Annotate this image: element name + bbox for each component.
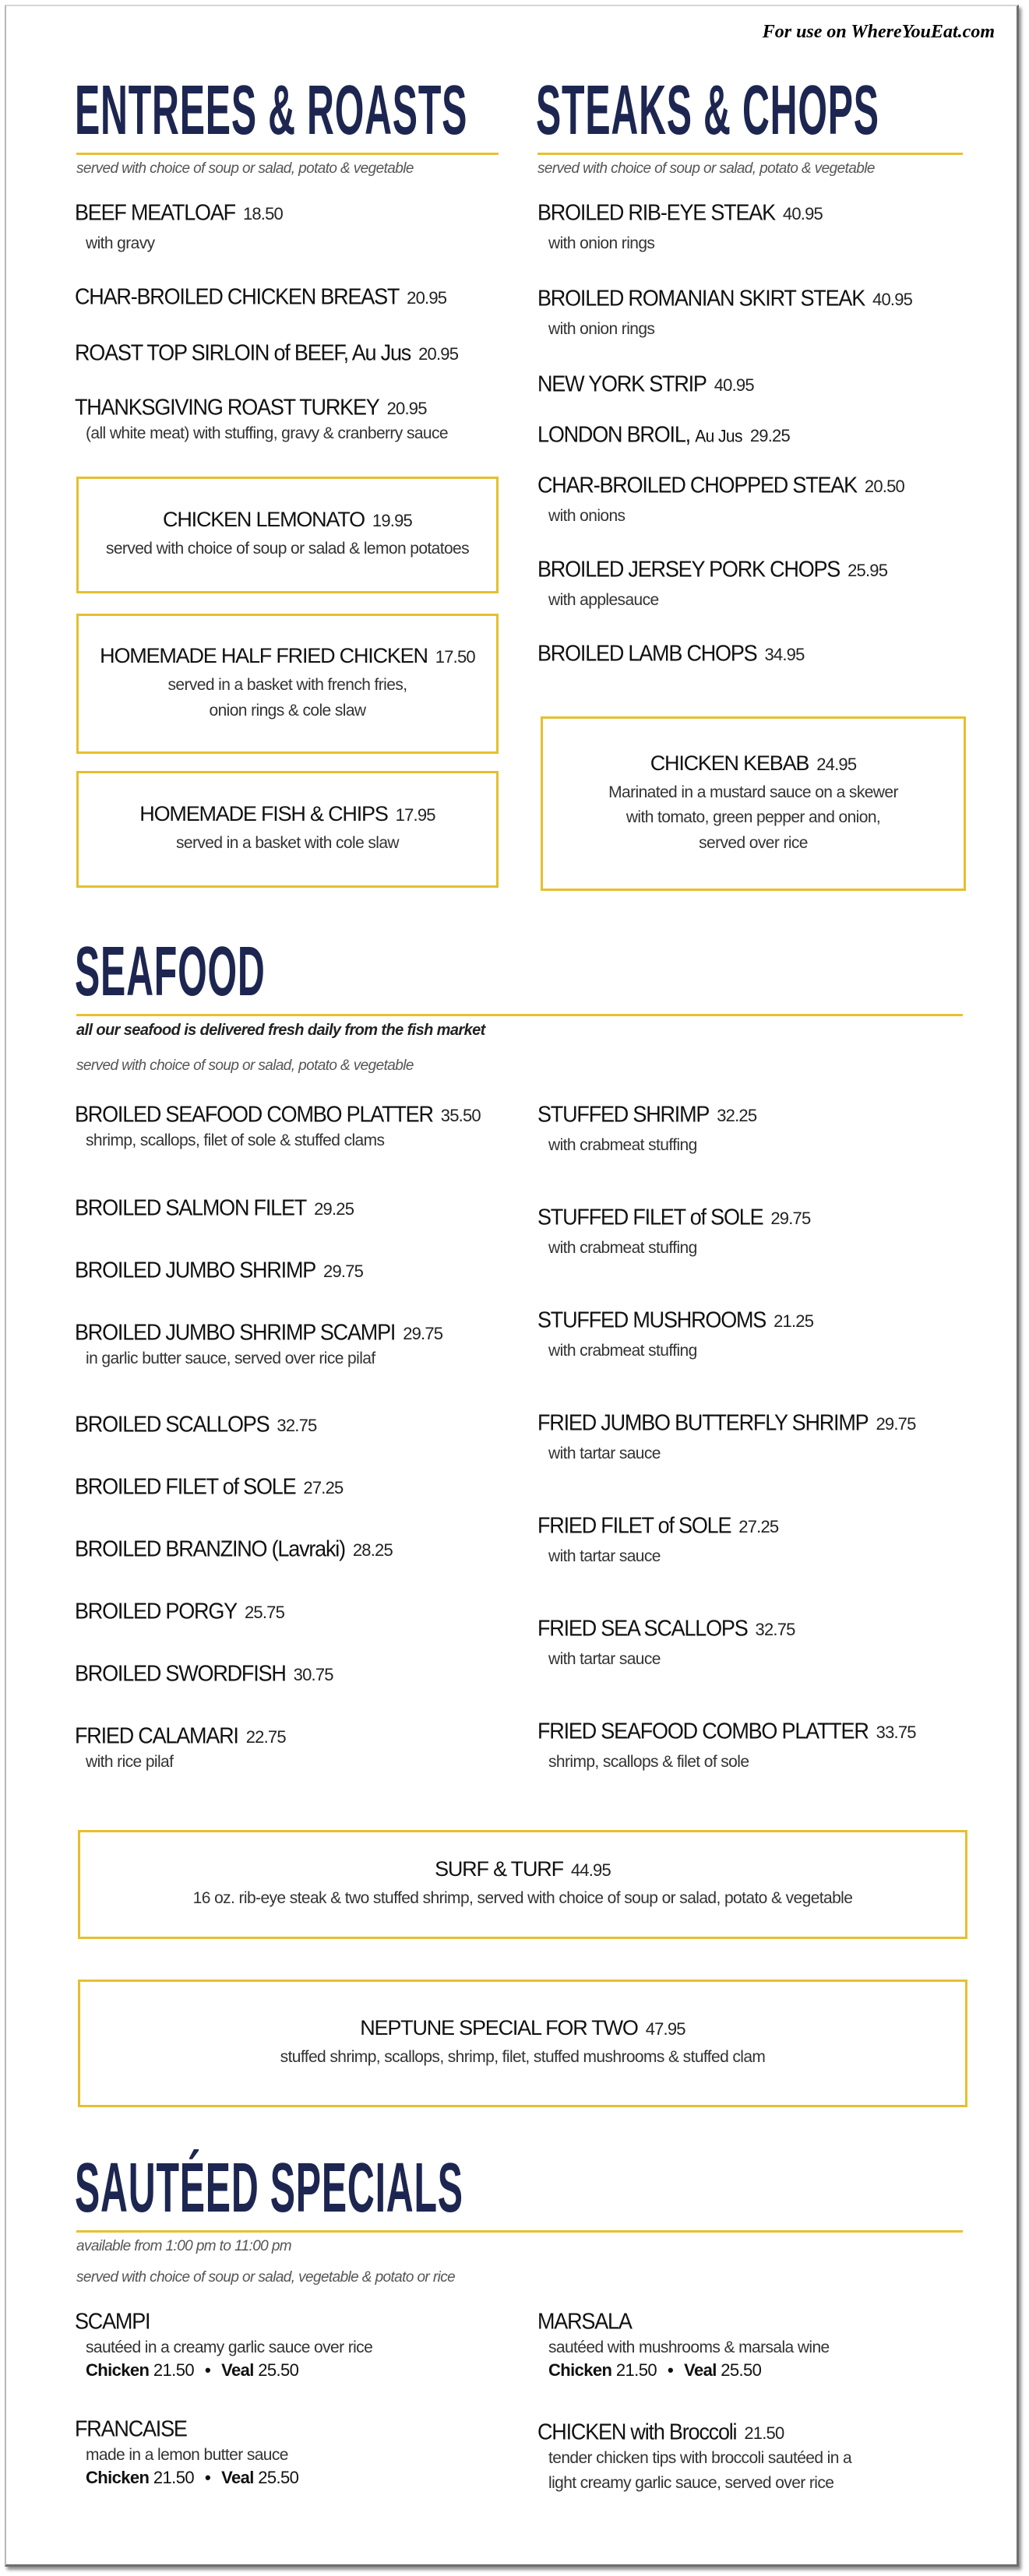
section-tagline: all our seafood is delivered fresh daily from the fish market xyxy=(76,1022,485,1039)
menu-item: NEW YORK STRIP 40.95 xyxy=(537,371,754,396)
menu-item: STUFFED MUSHROOMS 21.25 with crabmeat stuffing xyxy=(537,1307,814,1360)
menu-item: CHICKEN with Broccoli 21.50 tender chicken tips with broccoli sautéed in a light creamy garlic sauce, served over rice xyxy=(537,2419,852,2492)
menu-item: BROILED FILET of SOLE 27.25 xyxy=(75,1474,344,1499)
menu-item: STUFFED SHRIMP 32.25 with crabmeat stuffing xyxy=(537,1102,757,1154)
menu-item: BROILED RIB-EYE STEAK 40.95 with onion rings xyxy=(537,200,823,252)
menu-item: FRIED CALAMARI 22.75 with rice pilaf xyxy=(75,1723,286,1771)
menu-item: ROAST TOP SIRLOIN of BEEF, Au Jus 20.95 xyxy=(75,340,459,365)
menu-item: BEEF MEATLOAF 18.50 with gravy xyxy=(75,200,283,252)
menu-item: BROILED ROMANIAN SKIRT STEAK 40.95 with onion rings xyxy=(537,286,913,338)
menu-item: BROILED JUMBO SHRIMP 29.75 xyxy=(75,1258,364,1283)
menu-item: BROILED SWORDFISH 30.75 xyxy=(75,1661,333,1686)
menu-item: BROILED BRANZINO (Lavraki) 28.25 xyxy=(75,1536,393,1561)
featured-item-box: CHICKEN KEBAB 24.95 Marinated in a mustard sauce on a skewer with tomato, green pepper and onion, served over rice xyxy=(541,716,966,891)
menu-page xyxy=(5,5,1019,2567)
menu-item: STUFFED FILET of SOLE 29.75 with crabmeat stuffing xyxy=(537,1205,811,1257)
menu-item: BROILED SALMON FILET 29.25 xyxy=(75,1195,354,1220)
featured-item-box: HOMEMADE FISH & CHIPS 17.95 served in a basket with cole slaw xyxy=(76,771,499,888)
menu-item: CHAR-BROILED CHOPPED STEAK 20.50 with onions xyxy=(537,473,904,525)
section-rule xyxy=(76,1014,963,1016)
menu-item: LONDON BROIL, Au Jus 29.25 xyxy=(537,422,790,447)
section-rule xyxy=(537,153,963,155)
menu-item: BROILED SCALLOPS 32.75 xyxy=(75,1412,317,1437)
menu-item: FRIED SEAFOOD COMBO PLATTER 33.75 shrimp, scallops & filet of sole xyxy=(537,1719,916,1771)
menu-item: MARSALA sautéed with mushrooms & marsala wine Chicken 21.50 • Veal 25.50 xyxy=(537,2309,830,2380)
menu-item: BROILED JERSEY PORK CHOPS 25.95 with applesauce xyxy=(537,557,888,609)
menu-item: FRIED FILET of SOLE 27.25 with tartar sauce xyxy=(537,1513,779,1565)
featured-item-box: NEPTUNE SPECIAL FOR TWO 47.95 stuffed shrimp, scallops, shrimp, filet, stuffed mushrooms & stuffed clam xyxy=(78,1980,967,2107)
menu-item: FRANCAISE made in a lemon butter sauce Chicken 21.50 • Veal 25.50 xyxy=(75,2416,299,2487)
section-subtitle: served with choice of soup or salad, vegetable & potato or rice xyxy=(76,2269,456,2286)
featured-item-box: HOMEMADE HALF FRIED CHICKEN 17.50 served in a basket with french fries, onion rings & cole slaw xyxy=(76,614,499,754)
menu-item: THANKSGIVING ROAST TURKEY 20.95 (all white meat) with stuffing, gravy & cranberry sauce xyxy=(75,395,448,442)
featured-item-box: CHICKEN LEMONATO 19.95 served with choice of soup or salad & lemon potatoes xyxy=(76,477,499,593)
menu-item: FRIED SEA SCALLOPS 32.75 with tartar sauce xyxy=(537,1616,795,1668)
section-title-seafood: SEAFOOD xyxy=(75,933,266,1012)
menu-item: BROILED JUMBO SHRIMP SCAMPI 29.75 in garlic butter sauce, served over rice pilaf xyxy=(75,1320,443,1367)
menu-item: BROILED LAMB CHOPS 34.95 xyxy=(537,641,805,666)
section-title-steaks: STEAKS & CHOPS xyxy=(536,72,879,150)
section-title-entrees: ENTREES & ROASTS xyxy=(75,72,468,150)
section-rule xyxy=(76,2230,963,2233)
watermark: For use on WhereYouEat.com xyxy=(762,22,995,42)
availability-note: available from 1:00 pm to 11:00 pm xyxy=(76,2238,292,2254)
featured-item-box: SURF & TURF 44.95 16 oz. rib-eye steak & two stuffed shrimp, served with choice of soup or salad, potato & vegetable xyxy=(78,1830,967,1939)
section-subtitle: served with choice of soup or salad, potato & vegetable xyxy=(537,160,875,177)
section-subtitle: served with choice of soup or salad, potato & vegetable xyxy=(76,1057,414,1074)
menu-item: CHAR-BROILED CHICKEN BREAST 20.95 xyxy=(75,284,447,309)
section-rule xyxy=(76,153,499,155)
section-title-sauteed: SAUTÉED SPECIALS xyxy=(75,2149,463,2228)
menu-item: FRIED JUMBO BUTTERFLY SHRIMP 29.75 with tartar sauce xyxy=(537,1410,916,1462)
menu-item: BROILED SEAFOOD COMBO PLATTER 35.50 shrimp, scallops, filet of sole & stuffed clams xyxy=(75,1102,481,1149)
menu-item: SCAMPI sautéed in a creamy garlic sauce over rice Chicken 21.50 • Veal 25.50 xyxy=(75,2309,373,2380)
section-subtitle: served with choice of soup or salad, potato & vegetable xyxy=(76,160,414,177)
menu-item: BROILED PORGY 25.75 xyxy=(75,1599,285,1624)
